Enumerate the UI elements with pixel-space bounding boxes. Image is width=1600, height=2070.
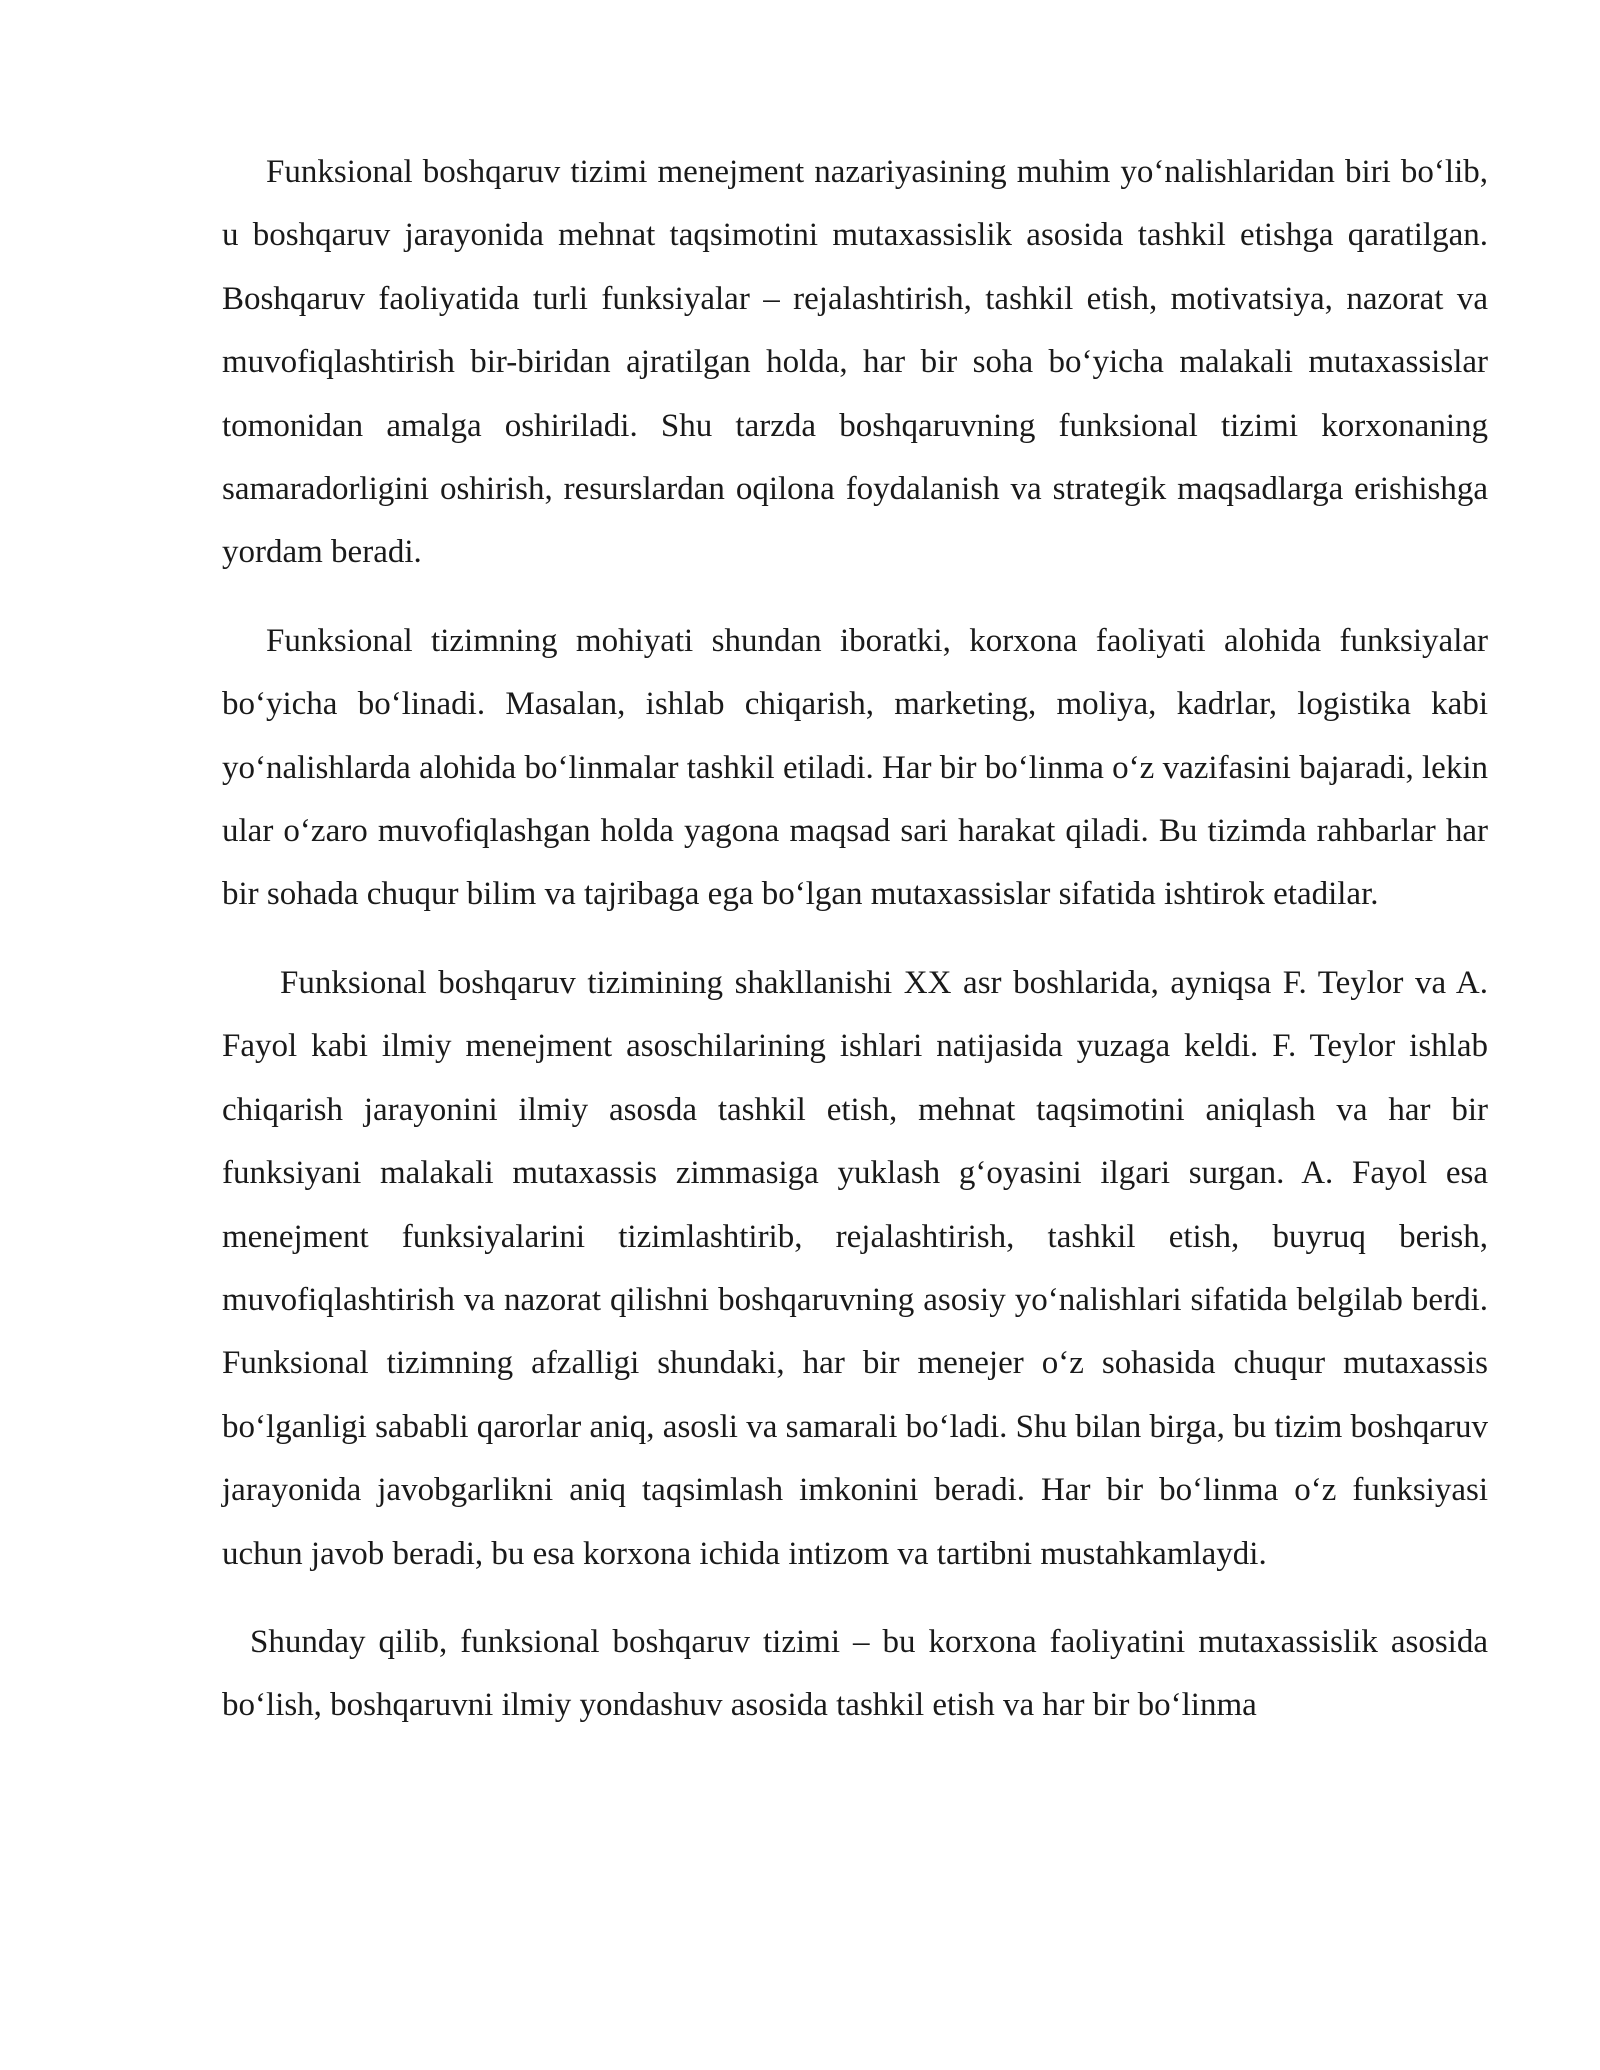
paragraph-2: Funksional tizimning mohiyati shundan iboratki, korxona faoliyati alohida funksiyalar bo‘yicha bo‘linadi. Masalan, ishlab chiqarish, marketing, moliya, kadrlar, logistika kabi yo‘nalishlarda alohida bo‘linmalar tashkil etiladi. Har bir bo‘linma o‘z vazifasini bajaradi, lekin ular o‘zaro muvofiqlashgan holda yagona maqsad sari harakat qiladi. Bu tizimda rahbarlar har bir sohada chuqur bilim va tajribaga ega bo‘lgan mutaxassislar sifatida ishtirok etadilar. [222,622,1488,913]
paragraph-3: Funksional boshqaruv tizimining shakllanishi XX asr boshlarida, ayniqsa F. Teylor va A. Fayol kabi ilmiy menejment asoschilarining ishlari natijasida yuzaga keldi. F. Teylor ishlab chiqarish jarayonini ilmiy asosda tashkil etish, mehnat taqsimotini aniqlash va har bir funksiyani malakali mutaxassis zimmasiga yuklash g‘oyasini ilgari surgan. A. Fayol esa menejment funksiyalarini tizimlashtirib, rejalashtirish, tashkil etish, buyruq berish, muvofiqlashtirish va nazorat qilishni boshqaruvning asosiy yo‘nalishlari sifatida belgilab berdi. Funksional tizimning afzalligi shundaki, har bir menejer o‘z sohasida chuqur mutaxassis bo‘lganligi sababli qarorlar aniq, asosli va samarali bo‘ladi. Shu bilan birga, bu tizim boshqaruv jarayonida javobgarlikni aniq taqsimlash imkonini beradi. Har bir bo‘linma o‘z funksiyasi uchun javob beradi, bu esa korxona ichida intizom va tartibni mustahkamlaydi. [222,964,1488,1572]
document-body [222,141,1488,1763]
paragraph-1: Funksional boshqaruv tizimi menejment nazariyasining muhim yo‘nalishlaridan biri bo‘lib, u boshqaruv jarayonida mehnat taqsimotini mutaxassislik asosida tashkil etishga qaratilgan. Boshqaruv faoliyatida turli funksiyalar – rejalashtirish, tashkil etish, motivatsiya, nazorat va muvofiqlashtirish bir-biridan ajratilgan holda, har bir soha bo‘yicha malakali mutaxassislar tomonidan amalga oshiriladi. Shu tarzda boshqaruvning funksional tizimi korxonaning samaradorligini oshirish, resurslardan oqilona foydalanish va strategik maqsadlarga erishishga yordam beradi. [222,154,1488,571]
paragraph-4: Shunday qilib, funksional boshqaruv tizimi – bu korxona faoliyatini mutaxassislik asosida bo‘lish, boshqaruvni ilmiy yondashuv asosida tashkil etish va har bir bo‘linma [222,1623,1488,1724]
